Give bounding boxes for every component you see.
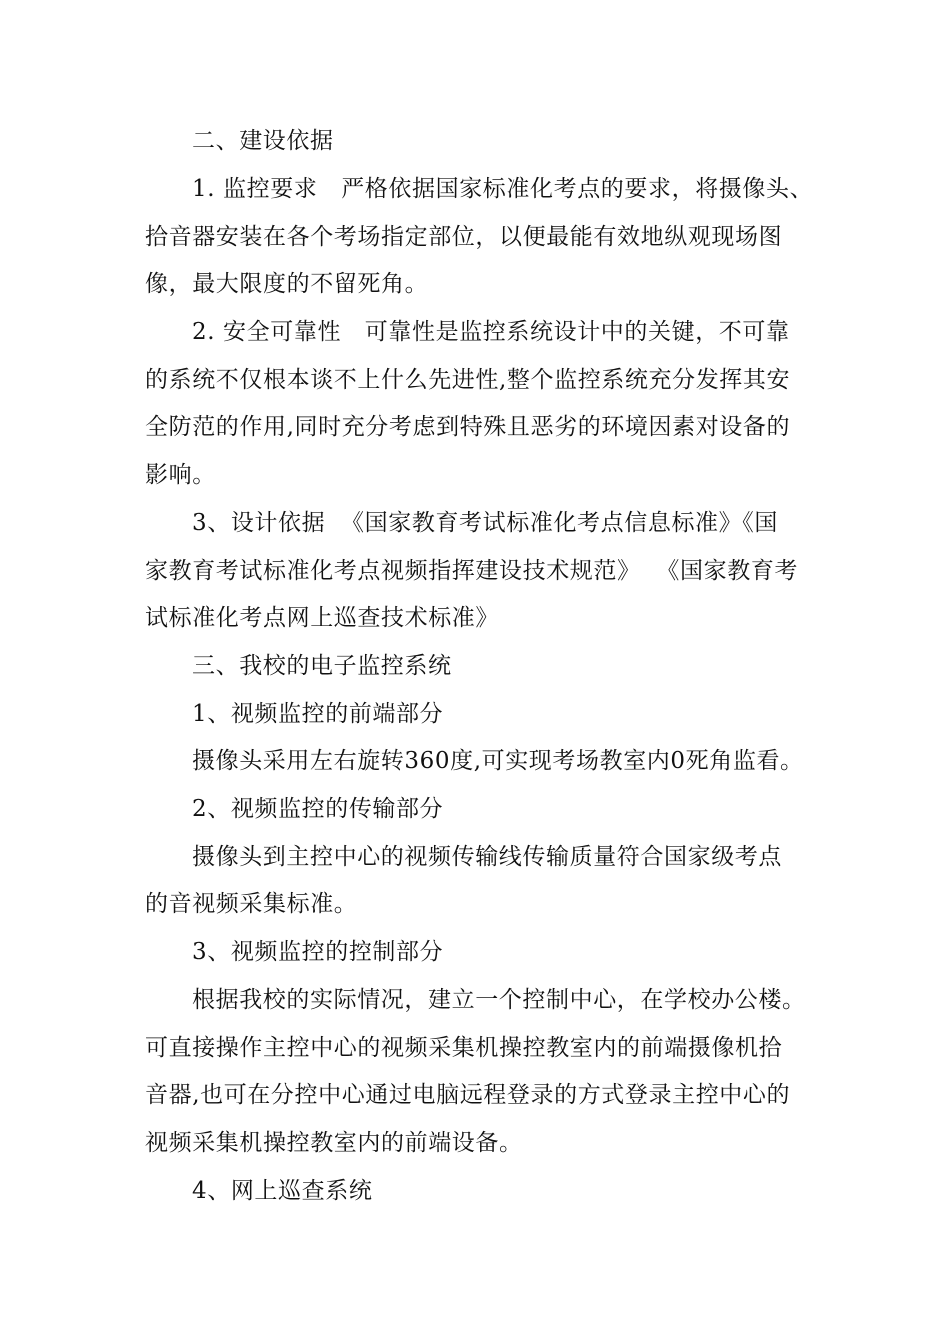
subsection-heading: 1、视频监控的前端部分: [192, 701, 444, 727]
paragraph-line: 影响。: [145, 462, 216, 488]
paragraph-line: 试标准化考点网上巡查技术标准》: [145, 605, 499, 631]
paragraph-line: 的系统不仅根本谈不上什么先进性,整个监控系统充分发挥其安: [145, 367, 791, 393]
paragraph-line: 的音视频采集标准。: [145, 891, 358, 917]
paragraph-line: 1. 监控要求 严格依据国家标准化考点的要求，将摄像头、: [192, 176, 814, 202]
paragraph-line: 拾音器安装在各个考场指定部位，以便最能有效地纵观现场图: [145, 224, 783, 250]
paragraph-line: 根据我校的实际情况，建立一个控制中心，在学校办公楼。: [192, 987, 806, 1013]
subsection-heading: 2、视频监控的传输部分: [192, 796, 444, 822]
subsection-heading: 4、网上巡查系统: [192, 1178, 373, 1204]
section-heading-3: 三、我校的电子监控系统: [192, 653, 452, 679]
section-heading-2: 二、建设依据: [192, 128, 334, 154]
paragraph-line: 2. 安全可靠性 可靠性是监控系统设计中的关键，不可靠: [192, 319, 790, 345]
paragraph-line: 家教育考试标准化考点视频指挥建设技术规范》 《国家教育考: [145, 558, 799, 584]
paragraph-line: 3、设计依据 《国家教育考试标准化考点信息标准》《国: [192, 510, 778, 536]
paragraph-line: 全防范的作用,同时充分考虑到特殊且恶劣的环境因素对设备的: [145, 414, 791, 440]
paragraph-line: 音器,也可在分控中心通过电脑远程登录的方式登录主控中心的: [145, 1082, 791, 1108]
paragraph-line: 摄像头采用左右旋转360度,可实现考场教室内0死角监看。: [192, 748, 804, 774]
paragraph-line: 可直接操作主控中心的视频采集机操控教室内的前端摄像机拾: [145, 1035, 783, 1061]
paragraph-line: 摄像头到主控中心的视频传输线传输质量符合国家级考点: [192, 844, 782, 870]
paragraph-line: 像，最大限度的不留死角。: [145, 271, 429, 297]
subsection-heading: 3、视频监控的控制部分: [192, 939, 444, 965]
paragraph-line: 视频采集机操控教室内的前端设备。: [145, 1130, 523, 1156]
